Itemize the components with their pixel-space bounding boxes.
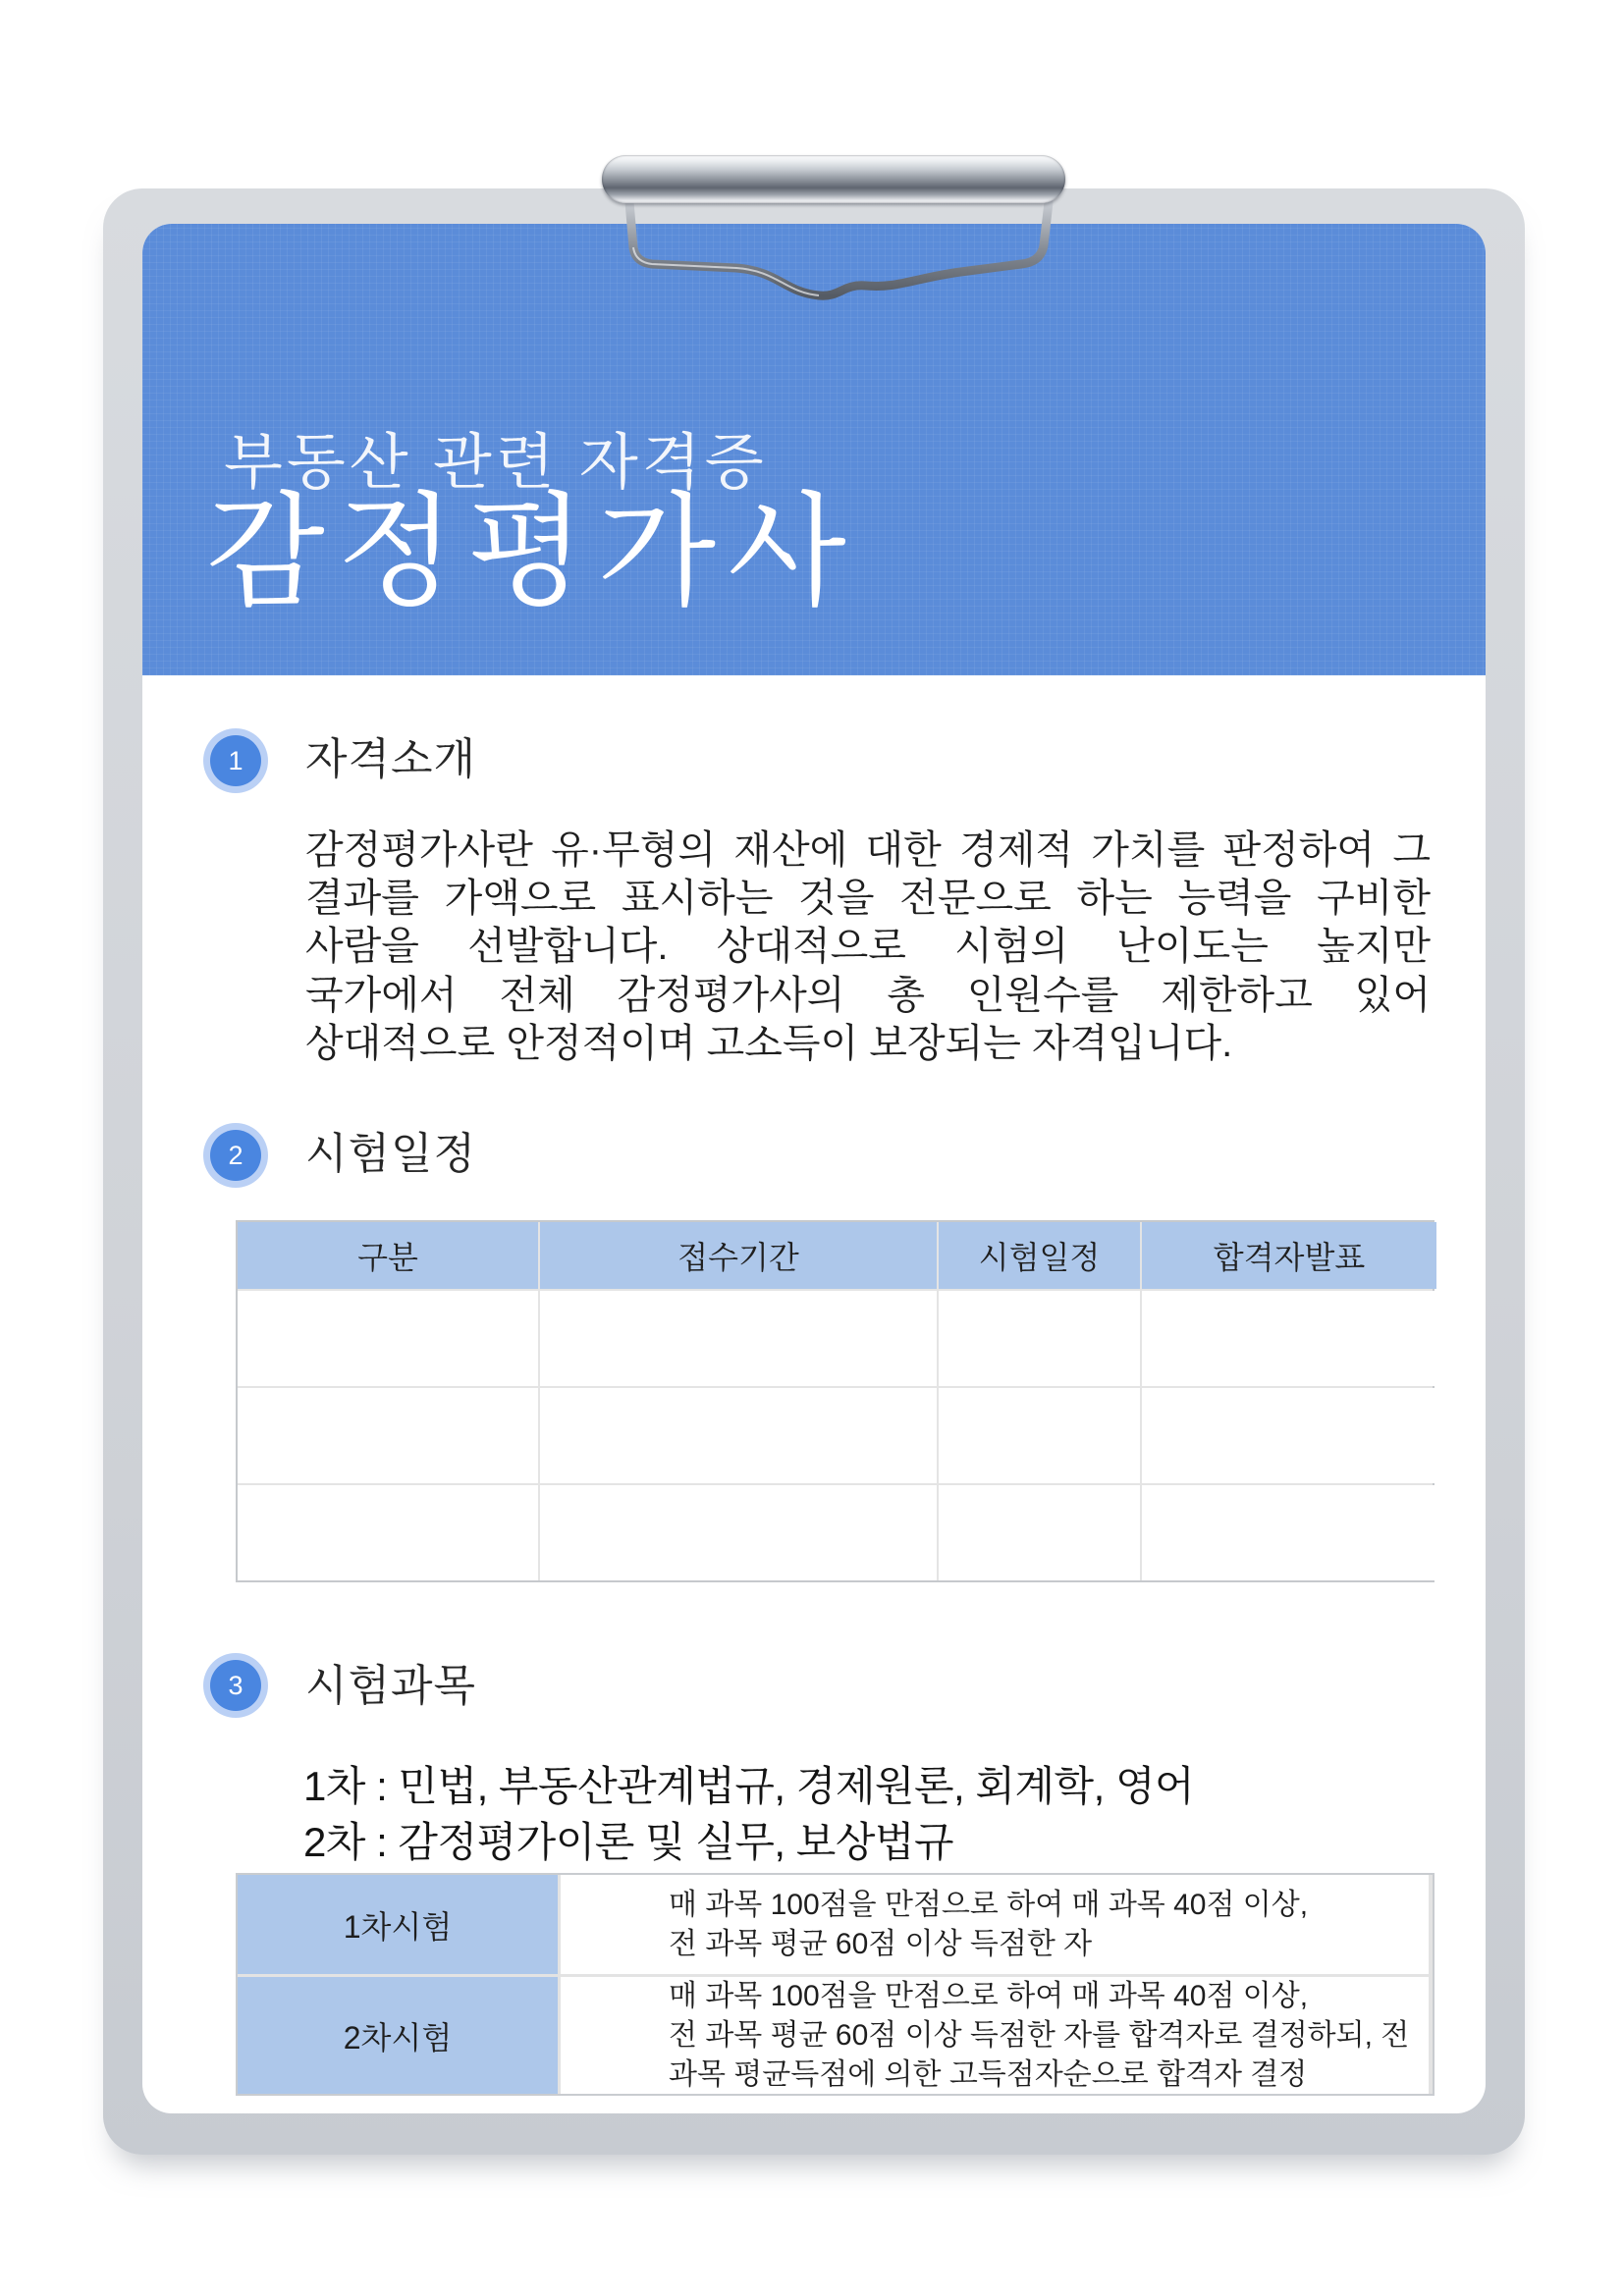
schedule-cell xyxy=(939,1291,1140,1386)
schedule-col-header: 시험일정 xyxy=(939,1222,1140,1289)
section-1-number: 1 xyxy=(228,745,244,775)
schedule-col-header: 접수기간 xyxy=(540,1222,937,1289)
section-3-number: 3 xyxy=(228,1670,244,1700)
schedule-cell xyxy=(939,1485,1140,1580)
schedule-cell xyxy=(238,1388,538,1483)
criteria-desc-line: 전 과목 평균 60점 이상 득점한 자 xyxy=(669,1927,1093,1960)
criteria-table xyxy=(236,1873,1435,2096)
criteria-desc-line: 매 과목 100점을 만점으로 하여 매 과목 40점 이상, xyxy=(669,1888,1309,1921)
subjects-line-2: 2차 : 감정평가이론 및 실무, 보상법규 xyxy=(303,1819,954,1865)
schedule-cell xyxy=(939,1388,1140,1483)
criteria-row-desc xyxy=(561,1977,1429,2094)
criteria-row-desc xyxy=(561,1875,1429,1974)
intro-line: 감정평가사란 유·무형의 재산에 대한 경제적 가치를 판정하여 그 xyxy=(305,828,1431,872)
intro-line: 국가에서 전체 감정평가사의 총 인원수를 제한하고 있어 xyxy=(305,973,1431,1017)
schedule-cell xyxy=(1142,1485,1436,1580)
section-3-heading: 시험과목 xyxy=(305,1662,477,1710)
intro-line: 사람을 선발합니다. 상대적으로 시험의 난이도는 높지만 xyxy=(305,925,1431,969)
section-1-heading: 자격소개 xyxy=(305,735,477,783)
intro-paragraph xyxy=(305,827,1431,1068)
schedule-cell xyxy=(540,1485,937,1580)
section-2-number: 2 xyxy=(228,1140,244,1170)
schedule-cell xyxy=(1142,1291,1436,1386)
schedule-cell xyxy=(238,1291,538,1386)
section-2-badge xyxy=(210,1130,261,1181)
schedule-table xyxy=(236,1220,1435,1582)
schedule-cell xyxy=(540,1388,937,1483)
criteria-row-label: 2차시험 xyxy=(238,1977,558,2094)
intro-line: 결과를 가액으로 표시하는 것을 전문으로 하는 능력을 구비한 xyxy=(305,877,1431,921)
section-3-badge xyxy=(210,1660,261,1711)
clip-bar xyxy=(602,155,1065,203)
page-title: 감정평가사 xyxy=(206,484,858,620)
section-2-heading: 시험일정 xyxy=(305,1130,477,1178)
schedule-col-header: 구분 xyxy=(238,1222,538,1289)
schedule-cell xyxy=(540,1291,937,1386)
schedule-cell xyxy=(238,1485,538,1580)
intro-line: 상대적으로 안정적이며 고소득이 보장되는 자격입니다. xyxy=(305,1021,1233,1065)
criteria-desc-line: 매 과목 100점을 만점으로 하여 매 과목 40점 이상, xyxy=(669,1979,1309,2012)
schedule-cell xyxy=(1142,1388,1436,1483)
section-1-badge xyxy=(210,735,261,786)
criteria-desc-line: 과목 평균득점에 의한 고득점자순으로 합격자 결정 xyxy=(669,2057,1308,2091)
subjects-line-1: 1차 : 민법, 부동산관계법규, 경제원론, 회계학, 영어 xyxy=(303,1763,1195,1809)
schedule-col-header: 합격자발표 xyxy=(1142,1222,1436,1289)
criteria-desc-line: 전 과목 평균 60점 이상 득점한 자를 합격자로 결정하되, 전 xyxy=(669,2018,1410,2052)
header-subtitle: 부동산 관련 자격증 xyxy=(224,429,768,497)
criteria-row-label: 1차시험 xyxy=(238,1875,558,1974)
